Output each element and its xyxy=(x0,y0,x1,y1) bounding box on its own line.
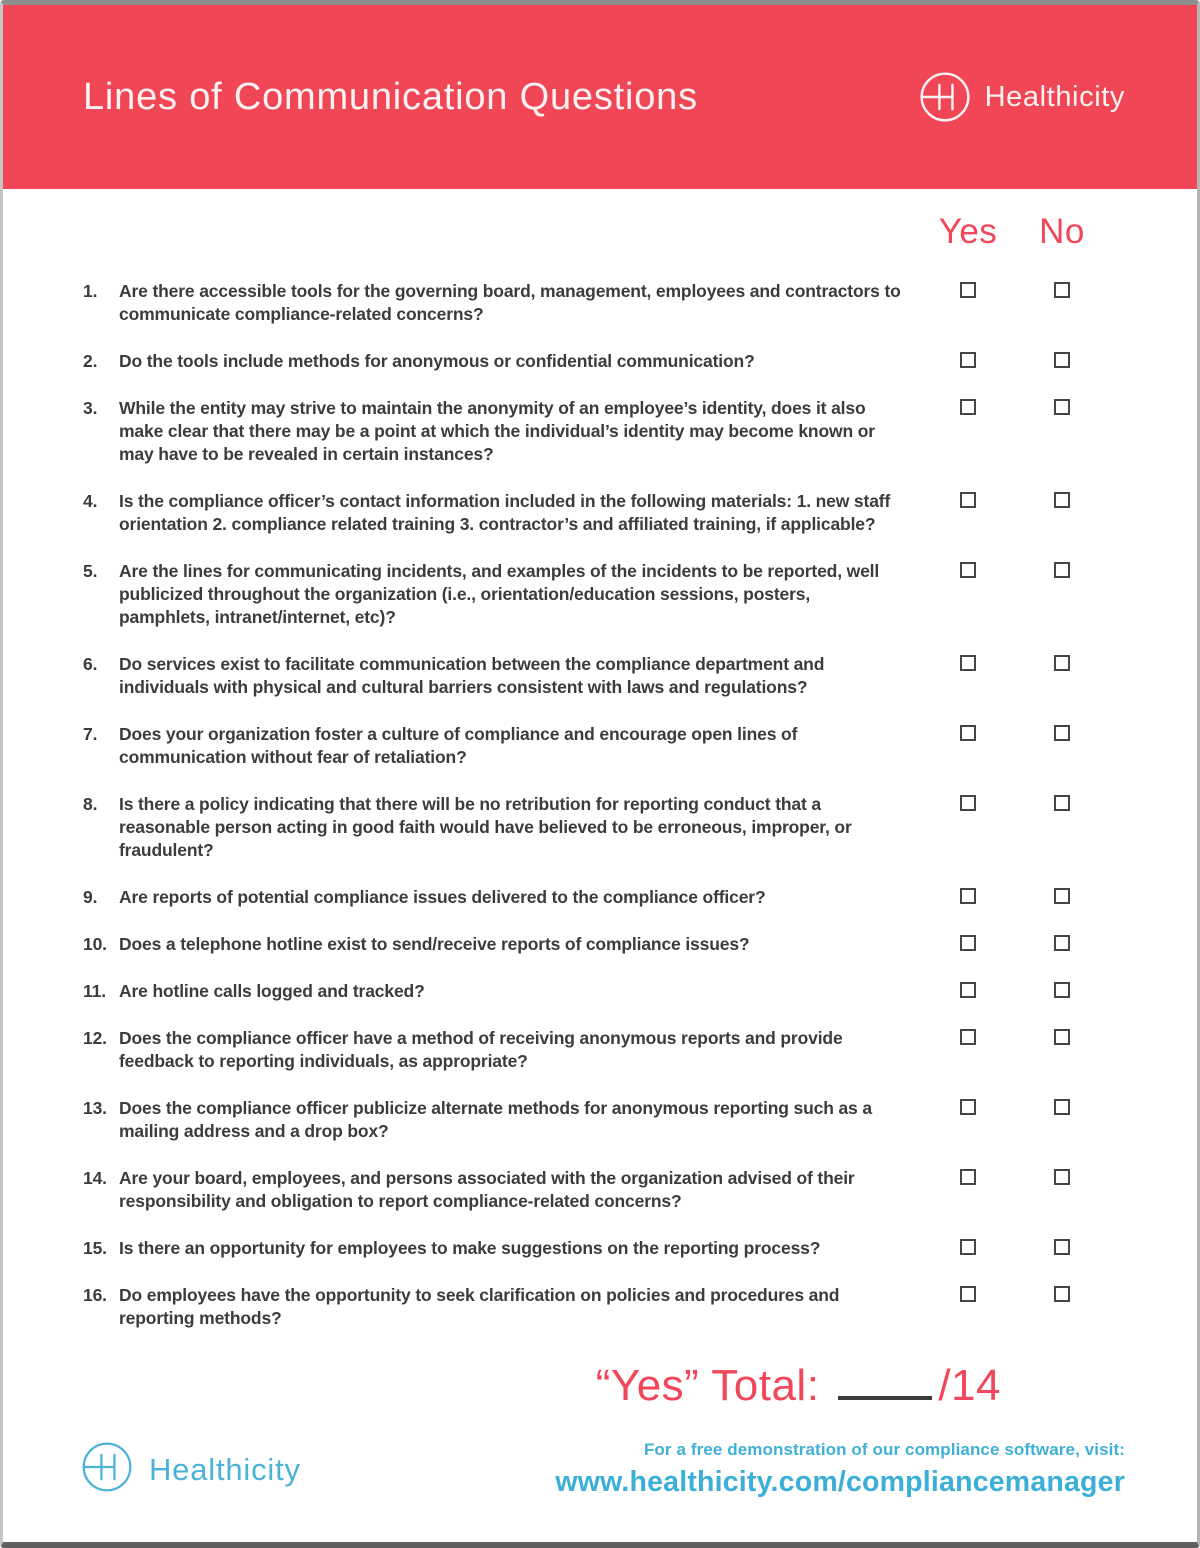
question-number: 14. xyxy=(83,1167,107,1188)
yes-checkbox[interactable] xyxy=(960,492,976,508)
header-brand-name: Healthicity xyxy=(984,80,1125,113)
no-checkbox[interactable] xyxy=(1054,935,1070,951)
no-checkbox[interactable] xyxy=(1054,282,1070,298)
no-checkbox[interactable] xyxy=(1054,1029,1070,1045)
question-text: Does the compliance officer have a method of receiving anonymous reports and provide feedback to reporting individuals, as appropriate? xyxy=(119,1027,843,1071)
no-checkbox[interactable] xyxy=(1054,1099,1070,1115)
yes-checkbox[interactable] xyxy=(960,282,976,298)
header-band xyxy=(3,5,1197,189)
question-row xyxy=(83,1284,1109,1330)
question-number: 10. xyxy=(83,933,107,954)
checklist-content xyxy=(3,189,1197,1439)
question-text: Do the tools include methods for anonymous or confidential communication? xyxy=(119,350,755,371)
question-number: 12. xyxy=(83,1027,107,1048)
no-checkbox[interactable] xyxy=(1054,1169,1070,1185)
no-checkbox[interactable] xyxy=(1054,725,1070,741)
question-text: Are reports of potential compliance issues delivered to the compliance officer? xyxy=(119,886,766,907)
yes-checkbox[interactable] xyxy=(960,562,976,578)
question-text: Are your board, employees, and persons associated with the organization advised of their responsibility and obligation to report compliance-related concerns? xyxy=(119,1167,855,1211)
question-row xyxy=(83,1167,1109,1213)
no-column-header: No xyxy=(1039,212,1085,251)
yes-checkbox[interactable] xyxy=(960,352,976,368)
footer-brand xyxy=(79,1439,301,1500)
no-checkbox[interactable] xyxy=(1054,982,1070,998)
yes-checkbox[interactable] xyxy=(960,399,976,415)
question-row xyxy=(83,980,1109,1003)
yes-checkbox[interactable] xyxy=(960,1029,976,1045)
question-row xyxy=(83,793,1109,862)
question-number: 11. xyxy=(83,980,106,1001)
question-list xyxy=(83,280,1109,1330)
yes-total-label: “Yes” Total: xyxy=(595,1360,820,1410)
no-checkbox[interactable] xyxy=(1054,1286,1070,1302)
question-number: 3. xyxy=(83,397,98,418)
no-checkbox[interactable] xyxy=(1054,399,1070,415)
demo-cta-text: For a free demonstration of our compliance software, visit: xyxy=(643,1440,1125,1459)
question-row xyxy=(83,723,1109,769)
question-text: Are the lines for communicating incidents, and examples of the incidents to be reported, well publicized throughout the organization (i.e., orientation/education sessions, posters, pamphlets, intranet/internet, etc)? xyxy=(119,560,880,627)
question-row xyxy=(83,1097,1109,1143)
question-text: Are hotline calls logged and tracked? xyxy=(119,980,425,1001)
yes-checkbox[interactable] xyxy=(960,655,976,671)
question-number: 9. xyxy=(83,886,98,907)
question-number: 8. xyxy=(83,793,98,814)
question-row xyxy=(83,1027,1109,1073)
yes-checkbox[interactable] xyxy=(960,795,976,811)
question-row xyxy=(83,933,1109,956)
yes-total-denominator: /14 xyxy=(938,1360,1001,1410)
yes-column-header: Yes xyxy=(938,212,998,251)
yes-checkbox[interactable] xyxy=(960,1169,976,1185)
question-text: Is there a policy indicating that there will be no retribution for reporting conduct that a reasonable person acting in good faith would have believed to be erroneous, improper, or fraudulent? xyxy=(119,793,852,860)
no-checkbox[interactable] xyxy=(1054,562,1070,578)
question-text: While the entity may strive to maintain the anonymity of an employee’s identity, does it also make clear that there may be a point at which the individual’s identity may become known or may have to be revealed in certain instances? xyxy=(119,397,875,464)
question-row xyxy=(83,886,1109,909)
column-headers xyxy=(83,213,1109,252)
question-number: 15. xyxy=(83,1237,107,1258)
question-row xyxy=(83,490,1109,536)
question-row xyxy=(83,350,1109,373)
yes-checkbox[interactable] xyxy=(960,888,976,904)
question-number: 5. xyxy=(83,560,98,581)
question-row xyxy=(83,280,1109,326)
no-checkbox[interactable] xyxy=(1054,492,1070,508)
question-text: Does a telephone hotline exist to send/receive reports of compliance issues? xyxy=(119,933,750,954)
question-text: Is there an opportunity for employees to make suggestions on the reporting process? xyxy=(119,1237,821,1258)
question-text: Do services exist to facilitate communication between the compliance department and individuals with physical and cultural barriers consistent with laws and regulations? xyxy=(119,653,825,697)
question-text: Does your organization foster a culture of compliance and encourage open lines of communication without fear of retaliation? xyxy=(119,723,798,767)
question-number: 7. xyxy=(83,723,98,744)
question-number: 1. xyxy=(83,280,98,301)
healthicity-logo-icon xyxy=(917,69,973,125)
question-text: Do employees have the opportunity to seek clarification on policies and procedures and reporting methods? xyxy=(119,1284,840,1328)
question-number: 16. xyxy=(83,1284,107,1305)
page-title: Lines of Communication Questions xyxy=(83,75,698,118)
no-checkbox[interactable] xyxy=(1054,795,1070,811)
question-row xyxy=(83,397,1109,466)
yes-checkbox[interactable] xyxy=(960,1239,976,1255)
yes-checkbox[interactable] xyxy=(960,935,976,951)
footer-brand-name: Healthicity xyxy=(149,1451,301,1487)
no-checkbox[interactable] xyxy=(1054,1239,1070,1255)
yes-checkbox[interactable] xyxy=(960,1099,976,1115)
total-blank-line[interactable] xyxy=(838,1360,932,1400)
question-row xyxy=(83,653,1109,699)
question-row xyxy=(83,560,1109,629)
yes-checkbox[interactable] xyxy=(960,1286,976,1302)
no-checkbox[interactable] xyxy=(1054,352,1070,368)
question-text: Does the compliance officer publicize alternate methods for anonymous reporting such as a mailing address and a drop box? xyxy=(119,1097,872,1141)
question-number: 4. xyxy=(83,490,98,511)
no-checkbox[interactable] xyxy=(1054,888,1070,904)
header-brand xyxy=(917,69,1125,125)
question-row xyxy=(83,1237,1109,1260)
compliance-manager-url[interactable]: www.healthicity.com/compliancemanager xyxy=(555,1466,1125,1498)
question-text: Is the compliance officer’s contact information included in the following materials: 1. new staff orientation 2. compliance related training 3. contractor’s and affiliated training, if applicable? xyxy=(119,490,891,534)
question-number: 13. xyxy=(83,1097,107,1118)
question-number: 2. xyxy=(83,350,98,371)
yes-checkbox[interactable] xyxy=(960,982,976,998)
question-number: 6. xyxy=(83,653,98,674)
no-checkbox[interactable] xyxy=(1054,655,1070,671)
yes-total-row xyxy=(83,1354,1109,1411)
healthicity-logo-icon xyxy=(79,1439,135,1500)
footer-cta xyxy=(555,1440,1125,1499)
yes-checkbox[interactable] xyxy=(960,725,976,741)
footer xyxy=(3,1439,1197,1542)
question-text: Are there accessible tools for the governing board, management, employees and contractors to communicate compliance-related concerns? xyxy=(119,280,901,324)
